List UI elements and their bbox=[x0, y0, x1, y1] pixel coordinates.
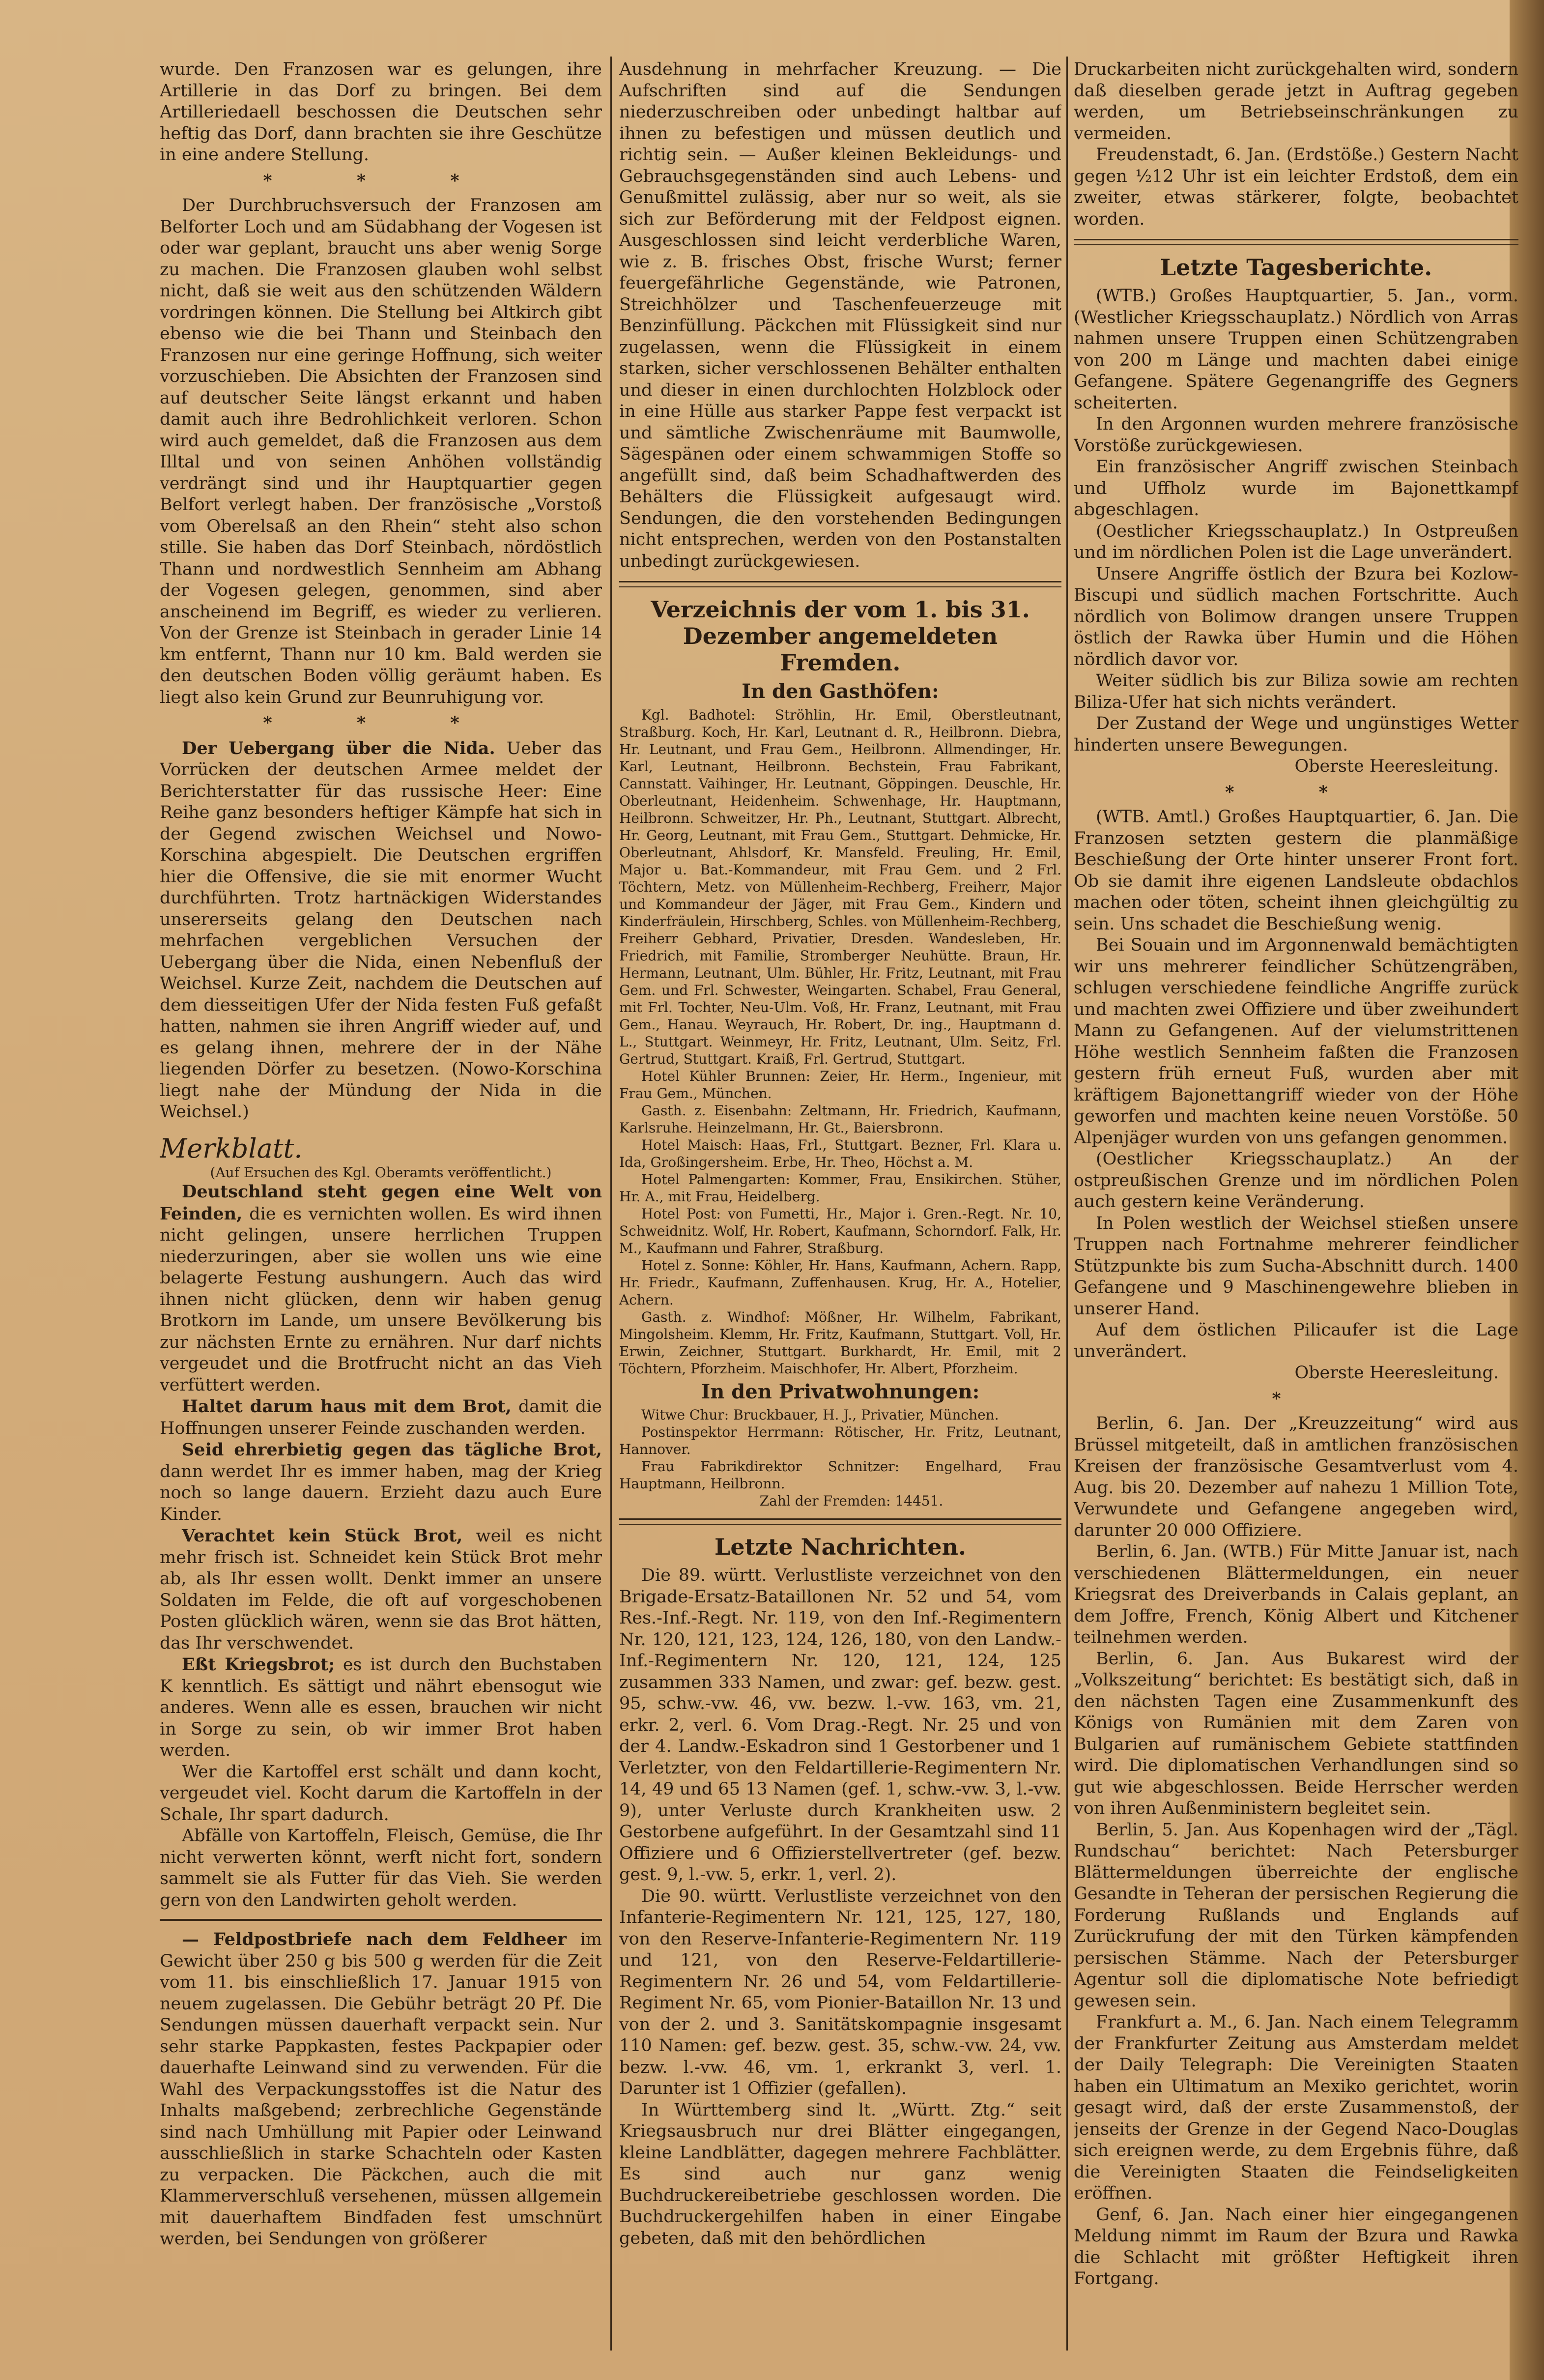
divider bbox=[619, 1518, 1061, 1525]
section-subtitle: (Auf Ersuchen des Kgl. Oberamts veröffentlicht.) bbox=[210, 1164, 552, 1181]
paragraph: Unsere Angriffe östlich der Bzura bei Kozlow-Biscupi und südlich machen Fortschritte. Auch nördlich von Bolimow drangen unsere Truppen östlich der Rawka über Humin und die Höhen nördlich davor vor. bbox=[1074, 564, 1518, 669]
paragraph: Wer die Kartoffel erst schält und dann kocht, vergeudet viel. Kocht darum die Kartoffeln in der Schale, Ihr spart dadurch. bbox=[160, 1762, 602, 1825]
paragraph: In Polen westlich der Weichsel stießen unsere Truppen nach Fortnahme mehrerer feindlicher Stützpunkte bis zum Sucha-Abschnitt durch. 1400 Gefangene und 9 Maschinengewehre blieben in unserer Hand. bbox=[1074, 1213, 1518, 1319]
section-title: Letzte Nachrichten. bbox=[715, 1534, 966, 1560]
list-item: Hotel Maisch: Haas, Frl., Stuttgart. Bezner, Frl. Klara u. Ida, Großingersheim. Erbe, Hr. Theo, Höchst a. M. bbox=[619, 1136, 1061, 1170]
separator-stars: * bbox=[1272, 1388, 1320, 1409]
paragraph: Der Durchbruchsversuch der Franzosen am Belforter Loch und am Südabhang der Vogesen ist oder war geplant, braucht uns aber wenig Sorge zu machen. Die Franzosen glauben wohl selbst nicht, daß sie weit aus den schützenden Wäldern vordringen können. Die Stellung bei Altkirch gibt ebenso wie die bei Thann und Steinbach den Franzosen nur eine geringe Hoffnung, sich weiter vorzuschieben. Die Absichten der Franzosen sind auf deutscher Seite längst erkannt und haben damit auch ihre Bedrohlichkeit verloren. Schon wird auch gemeldet, daß die Franzosen aus dem Illtal und von seinen Anhöhen vollständig verdrängt sind und ihr Hauptquartier gegen Belfort verlegt haben. Der französische „Vorstoß vom Oberelsaß an den Rhein“ steht also schon stille. Sie haben das Dorf Steinbach, nördöstlich Thann und nordwestlich Sennheim am Abhang der Vogesen gelegen, genommen, sind aber anscheinend im Begriff, es wieder zu verlieren. Von der Grenze ist Steinbach in gerader Linie 14 km entfernt, Thann nur 10 km. Bald werden sie den deutschen Boden völlig geräumt haben. Es liegt also kein Grund zur Beunruhigung vor. bbox=[160, 196, 602, 707]
signature: Oberste Heeresleitung. bbox=[1294, 1363, 1499, 1383]
list-item: Postinspektor Herrmann: Rötischer, Hr. Fritz, Leutnant, Hannover. bbox=[619, 1424, 1061, 1457]
paragraph: Frankfurt a. M., 6. Jan. Nach einem Telegramm der Frankfurter Zeitung aus Amsterdam meldet der Daily Telegraph: Die Vereinigten Staaten haben ein Ultimatum an Mexiko gerichtet, worin gesagt wird, daß der erste Zusammenstoß, der jenseits der Grenze in der Gegend Naco-Douglas sich ereignen werde, zu dem Ergebnis führe, daß die Vereinigten Staaten die Feindseligkeiten eröffnen. bbox=[1074, 2012, 1518, 2203]
paragraph: Verachtet kein Stück Brot, weil es nicht mehr frisch ist. Schneidet kein Stück Brot mehr ab, als Ihr essen wollt. Denkt immer an unsere Soldaten im Felde, die oft auf vorgeschobenen Posten glücklich wären, wenn sie das Brot hätten, das Ihr verschwendet. bbox=[160, 1526, 602, 1653]
section-title: Merkblatt. bbox=[160, 1132, 303, 1164]
paragraph: Berlin, 6. Jan. Aus Bukarest wird der „Volkszeitung“ berichtet: Es bestätigt sich, daß in den nächsten Tagen eine Zusammenkunft des Königs von Rumänien mit dem Zaren von Bulgarien auf rumänischem Gebiete stattfinden wird. Die diplomatischen Verhandlungen sind so gut wie abgeschlossen. Beide Herrscher werden von ihren Außenministern begleitet sein. bbox=[1074, 1649, 1518, 1818]
list-item: Gasth. z. Windhof: Mößner, Hr. Wilhelm, Fabrikant, Mingolsheim. Klemm, Hr. Fritz, Kaufmann, Stuttgart. Voll, Hr. Erwin, Zeichner, Stuttgart. Burkhardt, Hr. Emil, mit 2 Töchtern, Pforzheim. Maischhofer, Hr. Albert, Pforzheim. bbox=[619, 1308, 1061, 1377]
column-2 bbox=[619, 59, 1061, 2365]
paragraph: (WTB.) Großes Hauptquartier, 5. Jan., vorm. (Westlicher Kriegsschauplatz.) Nördlich von Arras nahmen unsere Truppen einen Schützengraben von 200 m Länge und machten dabei einige Gefangene. Spätere Gegenangriffe des Gegners scheiterten. bbox=[1074, 286, 1518, 413]
article-heading: Der Uebergang über die Nida. bbox=[182, 738, 495, 758]
list-item: Hotel Palmengarten: Kommer, Frau, Ensikirchen. Stüher, Hr. A., mit Frau, Heidelberg. bbox=[619, 1171, 1061, 1205]
paragraph: wurde. Den Franzosen war es gelungen, ihre Artillerie in das Dorf zu bringen. Bei dem Artilleriedaell beschossen die Deutschen sehr heftig das Dorf, dann brachten sie ihre Geschütze in eine andere Stellung. bbox=[160, 59, 602, 165]
section-title: Letzte Tagesberichte. bbox=[1160, 254, 1432, 281]
paragraph: (Oestlicher Kriegsschauplatz.) In Ostpreußen und im nördlichen Polen ist die Lage unverändert. bbox=[1074, 521, 1518, 562]
paragraph: Berlin, 6. Jan. Der „Kreuzzeitung“ wird aus Brüssel mitgeteilt, daß in amtlichen französischen Kreisen der französische Gesamtverlust vom 4. Aug. bis 20. Dezember auf nahezu 1 Million Tote, Verwundete und Gefangene angegeben wird, darunter 20 000 Offiziere. bbox=[1074, 1414, 1518, 1540]
list-item: Hotel Kühler Brunnen: Zeier, Hr. Herm., Ingenieur, mit Frau Gem., München. bbox=[619, 1068, 1061, 1102]
divider bbox=[1074, 239, 1518, 245]
paragraph: Ein französischer Angriff zwischen Steinbach und Uffholz wurde im Bajonettkampf abgeschlagen. bbox=[1074, 457, 1518, 520]
separator-stars: * * * bbox=[263, 170, 499, 191]
paragraph: Seid ehrerbietig gegen das tägliche Brot, dann werdet Ihr es immer haben, mag der Krieg noch so lange dauern. Erzieht dazu auch Eure Kinder. bbox=[160, 1440, 602, 1524]
paragraph: Druckarbeiten nicht zurückgehalten wird, sondern daß dieselben gerade jetzt in Auftrag gegeben werden, um Betriebseinschränkungen zu vermeiden. bbox=[1074, 59, 1518, 144]
paragraph: Deutschland steht gegen eine Welt von Feinden, die es vernichten wollen. Es wird ihnen nicht gelingen, unsere herrlichen Truppen niederzuringen, aber sie wollen uns wie eine belagerte Festung aushungern. Auch das wird ihnen nicht glücken, denn wir haben genug Brotkorn im Lande, um unsere Bevölkerung bis zur nächsten Ernte zu ernähren. Nur darf nichts vergeudet und die Brotfrucht nicht an das Vieh verfüttert werden. bbox=[160, 1182, 602, 1395]
separator-stars: * * * bbox=[263, 713, 499, 733]
signature: Oberste Heeresleitung. bbox=[1294, 756, 1499, 776]
separator-stars: * * bbox=[1225, 782, 1367, 802]
column-1 bbox=[160, 59, 602, 2365]
section-title: Verzeichnis der vom 1. bis 31. Dezember angemeldeten Fremden. bbox=[651, 596, 1030, 676]
column-rule bbox=[610, 57, 612, 2351]
paragraph: In Württemberg sind lt. „Württ. Ztg.“ seit Kriegsausbruch nur drei Blätter eingegangen, kleine Landblätter, dagegen mehrere Fachblätter. Es sind auch nur ganz wenig Buchdruckereibetriebe geschlossen worden. Die Buchdruckergehilfen haben in einer Eingabe gebeten, daß mit den behördlichen bbox=[619, 2100, 1061, 2248]
list-item: Hotel z. Sonne: Köhler, Hr. Hans, Kaufmann, Achern. Rapp, Hr. Friedr., Kaufmann, Zuffenhausen. Krug, Hr. A., Hotelier, Achern. bbox=[619, 1257, 1061, 1308]
section-subtitle: In den Gasthöfen: bbox=[742, 680, 939, 703]
paragraph: Der Uebergang über die Nida. Ueber das Vorrücken der deutschen Armee meldet der Berichterstatter für das russische Heer: Eine Reihe ganz besonders heftiger Kämpfe hat sich in der Gegend zwischen Weichsel und Nowo-Korschina abgespielt. Die Deutschen ergriffen hier die Offensive, die sie mit enormer Wucht durchführten. Trotz hartnäckigen Widerstandes unsererseits gelang den Deutschen nach mehrfachen vergeblichen Versuchen der Uebergang über die Nida, einen Nebenfluß der Weichsel. Kurze Zeit, nachdem die Deutschen auf dem diesseitigen Ufer der Nida festen Fuß gefaßt hatten, nahmen sie ihren Angriff wieder auf, und es gelang ihnen, mehrere der in der Nähe liegenden Dörfer zu besetzen. (Nowo-Korschina liegt nahe der Mündung der Nida in die Weichsel.) bbox=[160, 738, 602, 1122]
paragraph: — Feldpostbriefe nach dem Feldheer im Gewicht über 250 g bis 500 g werden für die Zeit vom 11. bis einschließlich 17. Januar 1915 von neuem zugelassen. Die Gebühr beträgt 20 Pf. Die Sendungen müssen dauerhaft verpackt sein. Nur sehr starke Pappkasten, festes Packpapier oder dauerhafte Leinwand sind zu verwenden. Für die Wahl des Verpackungsstoffes ist die Natur des Inhalts maßgebend; zerbrechliche Gegenstände sind nach Umhüllung mit Papier oder Leinwand ausschließlich in starke Schachteln oder Kasten zu verpacken. Die Päckchen, auch die mit Klammerverschluß versehenen, müssen allgemein mit dauerhaftem Bindfaden fest umschnürt werden, bei Sendungen von größerer bbox=[160, 1929, 602, 2249]
paragraph: Die 90. württ. Verlustliste verzeichnet von den Infanterie-Regimentern Nr. 121, 125, 127, 180, von den Reserve-Infanterie-Regimentern Nr. 119 und 121, von den Reserve-Feldartillerie-Regimentern Nr. 26 und 54, vom Feldartillerie-Regiment Nr. 65, vom Pionier-Bataillon Nr. 13 und von der 2. und 3. Sanitätskompagnie insgesamt 110 Namen: gef. bezw. gest. 35, schw.-vw. 24, vw. bezw. l.-vw. 46, vm. 1, erkrankt 3, verl. 1. Darunter ist 1 Offizier (gefallen). bbox=[619, 1886, 1061, 2098]
paragraph: Freudenstadt, 6. Jan. (Erdstöße.) Gestern Nacht gegen ½12 Uhr ist ein leichter Erdstoß, dem ein zweiter, etwas stärkerer, folgte, beobachtet worden. bbox=[1074, 145, 1518, 229]
paragraph: Der Zustand der Wege und ungünstiges Wetter hinderten unsere Bewegungen. bbox=[1074, 714, 1518, 755]
paragraph: In den Argonnen wurden mehrere französische Vorstöße zurückgewiesen. bbox=[1074, 414, 1518, 456]
paragraph: Ausdehnung in mehrfacher Kreuzung. — Die Aufschriften sind auf die Sendungen niederzuschreiben oder unbedingt haltbar auf ihnen zu befestigen und müssen deutlich und richtig sein. — Außer kleinen Bekleidungs- und Gebrauchsgegenständen sind auch Lebens- und Genußmittel zulässig, aber nur so weit, als sie sich zur Beförderung mit der Feldpost eignen. Ausgeschlossen sind leicht verderbliche Waren, wie z. B. frisches Obst, frische Wurst; ferner feuergefährliche Gegenstände, wie Patronen, Streichhölzer und Taschenfeuerzeuge mit Benzinfüllung. Päckchen mit Flüssigkeit sind nur zugelassen, wenn die Flüssigkeit in einem starken, sicher verschlossenen Behälter enthalten und dieser in einen durchlochten Holzblock oder in eine Hülle aus starker Pappe fest verpackt ist und sämtliche Zwischenräume mit Baumwolle, Sägespänen oder einem schwammigen Stoffe so angefüllt sind, daß beim Schadhaftwerden des Behälters die Flüssigkeit aufgesaugt wird. Sendungen, die den vorstehenden Bedingungen nicht entsprechen, werden von den Postanstalten unbedingt zurückgewiesen. bbox=[619, 59, 1061, 571]
list-item: Gasth. z. Eisenbahn: Zeltmann, Hr. Friedrich, Kaufmann, Karlsruhe. Heinzelmann, Hr. Gt., Baiersbronn. bbox=[619, 1102, 1061, 1136]
paragraph: Berlin, 6. Jan. (WTB.) Für Mitte Januar ist, nach verschiedenen Blättermeldungen, ein neuer Kriegsrat des Dreiverbands in Calais geplant, an dem Joffre, French, König Albert und Kitchener teilnehmen werden. bbox=[1074, 1542, 1518, 1647]
list-item: Kgl. Badhotel: Ströhlin, Hr. Emil, Oberstleutnant, Straßburg. Koch, Hr. Karl, Leutnant d. R., Heilbronn. Diebra, Hr. Leutnant, und Frau Gem., Heilbronn. Allmendinger, Hr. Karl, Leutnant, Heilbronn. Bechstein, Frau Fabrikant, Cannstatt. Vaihinger, Hr. Leutnant, Göppingen. Deuschle, Hr. Oberleutnant, Heidenheim. Schwenhage, Hr. Hauptmann, Heilbronn. Schweitzer, Hr. Ph., Leutnant, Stuttgart. Albrecht, Hr. Georg, Leutnant, mit Frau Gem., Stuttgart. Dehmicke, Hr. Oberleutnant, Ahlsdorf, Kr. Mansfeld. Freuling, Hr. Emil, Major u. Bat.-Kommandeur, mit Frau Gem. und 2 Frl. Töchtern, Metz. von Müllenheim-Rechberg, Freiherr, Major und Kommandeur der Jäger, mit Frau Gem., Kindern und Kinderfräulein, Hirschberg, Schles. von Müllenheim-Rechberg, Freiherr Gebhard, Privatier, Dresden. Wandesleben, Hr. Friedrich, mit Familie, Stromberger Neuhütte. Braun, Hr. Hermann, Leutnant, Ulm. Bühler, Hr. Fritz, Leutnant, mit Frau Gem. und Frl. Schwester, Weingarten. Schabel, Frau General, mit Frl. Tochter, Neu-Ulm. Voß, Hr. Franz, Leutnant, mit Frau Gem., Hanau. Weyrauch, Hr. Robert, Dr. ing., Hauptmann d. L., Stuttgart. Weinmeyr, Hr. Fritz, Leutnant, Ulm. Seitz, Frl. Gertrud, Stuttgart. Kraiß, Frl. Gertrud, Stuttgart. bbox=[619, 706, 1061, 1067]
divider bbox=[619, 581, 1061, 587]
paragraph: Weiter südlich bis zur Biliza sowie am rechten Biliza-Ufer hat sich nichts verändert. bbox=[1074, 671, 1518, 712]
paragraph: Abfälle von Kartoffeln, Fleisch, Gemüse, die Ihr nicht verwerten könnt, werft nicht fort, sondern sammelt sie als Futter für das Vieh. Sie werden gern von den Landwirten geholt werden. bbox=[160, 1826, 602, 1910]
paragraph: Auf dem östlichen Pilicaufer ist die Lage unverändert. bbox=[1074, 1320, 1518, 1362]
visitor-count: Zahl der Fremden: 14451. bbox=[759, 1493, 944, 1509]
list-item: Hotel Post: von Fumetti, Hr., Major i. Gren.-Regt. Nr. 10, Schweidnitz. Wolf, Hr. Robert, Kaufmann, Schorndorf. Falk, Hr. M., Kaufmann und Fahrer, Straßburg. bbox=[619, 1205, 1061, 1256]
list-item: Frau Fabrikdirektor Schnitzer: Engelhard, Frau Hauptmann, Heilbronn. bbox=[619, 1458, 1061, 1492]
column-rule bbox=[1066, 57, 1068, 2351]
list-item: Witwe Chur: Bruckbauer, H. J., Privatier, München. bbox=[641, 1407, 999, 1423]
paragraph: Haltet darum haus mit dem Brot, damit die Hoffnungen unserer Feinde zuschanden werden. bbox=[160, 1396, 602, 1438]
paragraph: (WTB. Amtl.) Großes Hauptquartier, 6. Jan. Die Franzosen setzten gestern die planmäßige Beschießung der Orte hinter unserer Front fort. Ob sie damit ihre eigenen Landsleute obdachlos machen oder töten, scheint ihnen gleichgültig zu sein. Uns schadet die Beschießung wenig. bbox=[1074, 807, 1518, 934]
paragraph: Eßt Kriegsbrot; es ist durch den Buchstaben K kenntlich. Es sättigt und nährt ebensogut wie anderes. Wenn alle es essen, brauchen wir nicht in Sorge zu sein, ob wir immer Brot haben werden. bbox=[160, 1654, 602, 1760]
paragraph: Bei Souain und im Argonnenwald bemächtigten wir uns mehrerer feindlicher Schützengräben, schlugen verschiedene feindliche Angriffe zurück und machten zwei Offiziere und über zweihundert Mann zu Gefangenen. Auf der vielumstrittenen Höhe westlich Sennheim faßten die Franzosen gestern früh erneut Fuß, wurden aber mit kräftigem Bajonettangriff wieder von der Höhe geworfen und machten keine neuen Vorstöße. 50 Alpenjäger wurden von uns gefangen genommen. bbox=[1074, 935, 1518, 1148]
paragraph: Berlin, 5. Jan. Aus Kopenhagen wird der „Tägl. Rundschau“ berichtet: Nach Petersburger Blättermeldungen überreichte der englische Gesandte in Teheran der persischen Regierung die Forderung Rußlands und Englands auf Zurückrufung der mit den Türken kämpfenden persischen Stämme. Nach der Petersburger Agentur soll die diplomatische Note befriedigt gewesen sein. bbox=[1074, 1820, 1518, 2011]
paragraph: (Oestlicher Kriegsschauplatz.) An der ostpreußischen Grenze und im nördlichen Polen auch gestern keine Veränderung. bbox=[1074, 1149, 1518, 1212]
divider bbox=[160, 1919, 602, 1921]
section-subtitle: In den Privatwohnungen: bbox=[701, 1380, 980, 1403]
paragraph: Genf, 6. Jan. Nach einer hier eingegangenen Meldung nimmt im Raum der Bzura und Rawka die Schlacht mit größter Heftigkeit ihren Fortgang. bbox=[1074, 2205, 1518, 2289]
paragraph: Die 89. württ. Verlustliste verzeichnet von den Brigade-Ersatz-Bataillonen Nr. 52 und 54, vom Res.-Inf.-Regt. Nr. 119, von den Inf.-Regimentern Nr. 120, 121, 123, 124, 126, 180, von den Landw.-Inf.-Regimentern Nr. 120, 121, 124, 125 zusammen 333 Namen, und zwar: gef. bezw. gest. 95, schw.-vw. 46, vw. bezw. l.-vw. 163, vm. 21, erkr. 2, verl. 6. Vom Drag.-Regt. Nr. 25 und von der 4. Landw.-Eskadron sind 1 Gestorbener und 1 Verletzter, von den Feldartillerie-Regimentern Nr. 14, 49 und 65 13 Namen (gef. 1, schw.-vw. 3, l.-vw. 9), unter Verluste durch Krankheiten usw. 2 Gestorbene aufgeführt. In der Gesamtzahl sind 11 Offiziere und 6 Offizierstellvertreter (gef. bezw. gest. 9, l.-vw. 5, erkr. 1, verl. 2). bbox=[619, 1566, 1061, 1885]
column-3 bbox=[1074, 59, 1518, 2365]
